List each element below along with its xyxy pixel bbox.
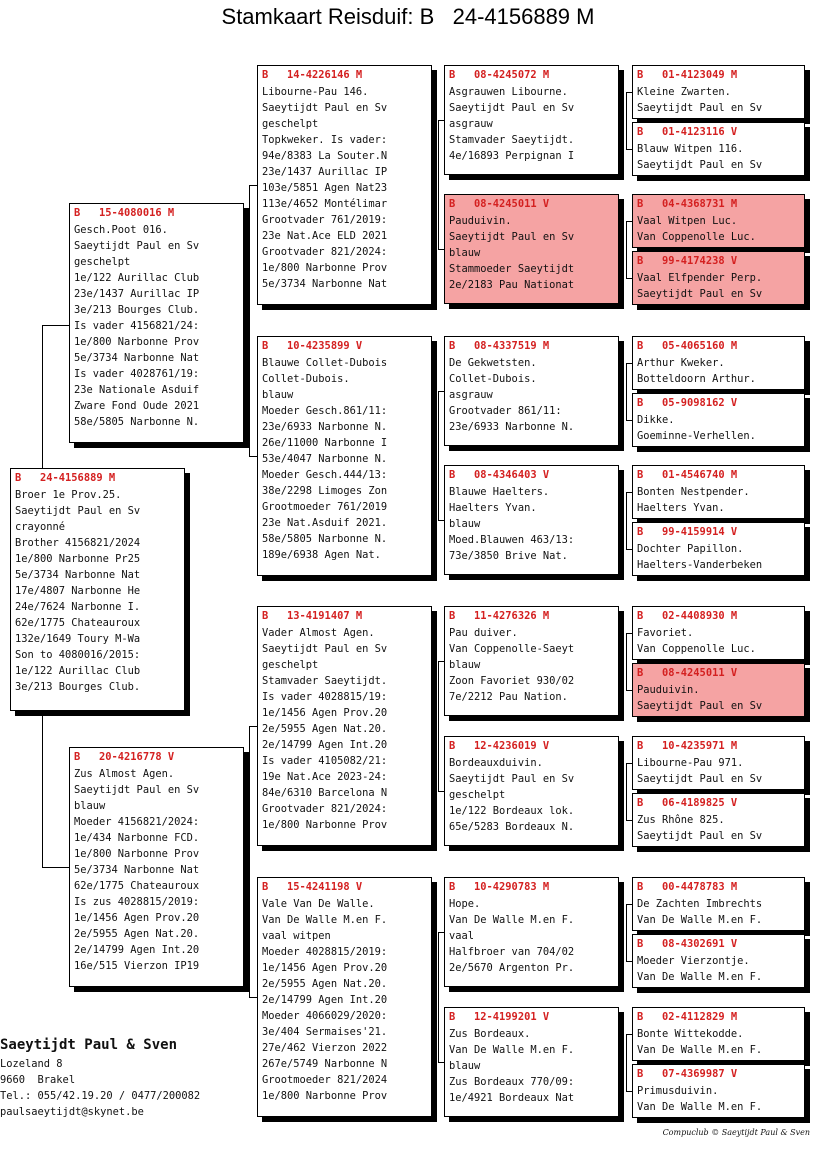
pigeon-card-g2 xyxy=(632,122,805,176)
pigeon-info-line: Stamvader Saeytijdt. xyxy=(449,134,575,146)
pigeon-info-line: Pau duiver. xyxy=(449,627,518,639)
pigeon-card-g10 xyxy=(632,663,805,717)
pigeon-info-line: Van Coppenolle Luc. xyxy=(637,643,756,655)
pigeon-info-line: Vaal Witpen Luc. xyxy=(637,215,738,227)
connector-line xyxy=(438,932,439,1062)
pigeon-info-line: Hope. xyxy=(449,898,481,910)
ring-number: B 99-4159914 V xyxy=(637,526,738,538)
pigeon-card-g12 xyxy=(632,793,805,847)
pigeon-info-line: Saeytijdt Paul en Sv xyxy=(74,240,200,252)
pigeon-info-line: Van Coppenolle Luc. xyxy=(637,231,756,243)
pigeon-info-line: 1e/800 Narbonne Prov xyxy=(262,262,388,274)
pigeon-info-line: Saeytijdt Paul en Sv xyxy=(637,102,763,114)
connector-line xyxy=(626,1034,627,1091)
pigeon-info-line: 2e/14799 Agen Int.20 xyxy=(262,994,388,1006)
ring-number: B 10-4290783 M xyxy=(449,881,550,893)
pigeon-info-line: 62e/1775 Chateauroux xyxy=(15,617,141,629)
pigeon-info-line: 23e Nat.Ace ELD 2021 xyxy=(262,230,388,242)
pigeon-info-line: blauw xyxy=(262,389,294,401)
ring-number: B 00-4478783 M xyxy=(637,881,738,893)
pigeon-card-ssd xyxy=(444,194,619,304)
pigeon-card-g11 xyxy=(632,736,805,790)
pigeon-info-line: 38e/2298 Limoges Zon xyxy=(262,485,388,497)
pigeon-info-line: Libourne-Pau 146. xyxy=(262,86,369,98)
pigeon-info-line: 3e/404 Sermaises'21. xyxy=(262,1026,388,1038)
pigeon-info-line: 58e/5805 Narbonne N. xyxy=(74,416,200,428)
pigeon-info-line: 1e/4921 Bordeaux Nat xyxy=(449,1092,575,1104)
pigeon-info-line: 1e/122 Aurillac Club xyxy=(15,665,141,677)
pigeon-info-line: 5e/3734 Narbonne Nat xyxy=(262,278,388,290)
pigeon-card-dsd xyxy=(444,736,619,846)
pigeon-info-line: 24e/7624 Narbonne I. xyxy=(15,601,141,613)
pigeon-info-line: Is vader 4156821/24: xyxy=(74,320,200,332)
pigeon-info-line: 17e/4807 Narbonne He xyxy=(15,585,141,597)
pigeon-info-line: Saeytijdt Paul en Sv xyxy=(449,773,575,785)
pigeon-info-line: Saeytijdt Paul en Sv xyxy=(74,784,200,796)
pigeon-info-line: Van De Walle M.en F. xyxy=(637,914,763,926)
breeder-name: Saeytijdt Paul & Sven xyxy=(0,1037,178,1053)
pigeon-info-line: 5e/3734 Narbonne Nat xyxy=(15,569,141,581)
pigeon-info-line: 23e/6933 Narbonne N. xyxy=(262,421,388,433)
connector-line xyxy=(249,185,257,186)
pigeon-info-line: Grootvader 861/11: xyxy=(449,405,562,417)
pigeon-info-line: 3e/213 Bourges Club. xyxy=(74,304,200,316)
pigeon-info-line: Saeytijdt Paul en Sv xyxy=(449,102,575,114)
pigeon-info-line: Is vader 4028761/19: xyxy=(74,368,200,380)
connector-line xyxy=(249,185,250,456)
pigeon-info-line: Vader Almost Agen. xyxy=(262,627,375,639)
ring-number: B 13-4191407 M xyxy=(262,610,363,622)
pigeon-info-line: 1e/1456 Agen Prov.20 xyxy=(262,962,388,974)
pigeon-info-line: Goeminne-Verhellen. xyxy=(637,430,756,442)
pigeon-info-line: Is vader 4105082/21: xyxy=(262,755,388,767)
pigeon-info-line: Gesch.Poot 016. xyxy=(74,224,168,236)
pigeon-info-line: De Gekwetsten. xyxy=(449,357,537,369)
pigeon-info-line: Libourne-Pau 971. xyxy=(637,757,744,769)
pigeon-info-line: Blauw Witpen 116. xyxy=(637,143,744,155)
pigeon-card-g3 xyxy=(632,194,805,248)
ring-number: B 99-4174238 V xyxy=(637,255,738,267)
pigeon-card-subject xyxy=(10,468,185,711)
pigeon-info-line: Moeder Vierzontje. xyxy=(637,955,750,967)
pigeon-card-sss xyxy=(444,65,619,175)
pigeon-card-maternal-granddam xyxy=(257,877,432,1117)
pigeon-info-line: Zus Bordeaux. xyxy=(449,1028,531,1040)
connector-line xyxy=(249,456,257,457)
pigeon-info-line: crayonné xyxy=(15,521,66,533)
pigeon-info-line: Saeytijdt Paul en Sv xyxy=(637,700,763,712)
connector-line xyxy=(626,763,627,820)
pigeon-card-g8 xyxy=(632,522,805,576)
pigeon-info-line: 1e/122 Aurillac Club xyxy=(74,272,200,284)
breeder-city: 9660 Brakel xyxy=(0,1074,76,1086)
ring-number: B 08-4245011 V xyxy=(449,198,550,210)
pigeon-info-line: asgrauw xyxy=(449,389,493,401)
pigeon-info-line: 2e/14799 Agen Int.20 xyxy=(262,739,388,751)
connector-line xyxy=(42,867,69,868)
pigeon-info-line: Saeytijdt Paul en Sv xyxy=(262,643,388,655)
pigeon-info-line: 94e/8383 La Souter.N xyxy=(262,150,388,162)
pigeon-info-line: Zus Rhône 825. xyxy=(637,814,725,826)
pigeon-info-line: Van De Walle M.en F. xyxy=(449,914,575,926)
pigeon-info-line: 2e/5955 Agen Nat.20. xyxy=(262,978,388,990)
pigeon-info-line: 2e/14799 Agen Int.20 xyxy=(74,944,200,956)
pigeon-info-line: 62e/1775 Chateauroux xyxy=(74,880,200,892)
pigeon-info-line: Moeder Gesch.444/13: xyxy=(262,469,388,481)
pigeon-card-dam xyxy=(69,747,244,987)
pigeon-info-line: Saeytijdt Paul en Sv xyxy=(449,231,575,243)
connector-line xyxy=(626,363,627,420)
pigeon-info-line: Zware Fond Oude 2021 xyxy=(74,400,200,412)
pigeon-info-line: blauw xyxy=(449,247,481,259)
pigeon-info-line: 73e/3850 Brive Nat. xyxy=(449,550,568,562)
connector-line xyxy=(249,726,250,997)
pigeon-info-line: Arthur Kweker. xyxy=(637,357,725,369)
pigeon-info-line: geschelpt xyxy=(262,659,319,671)
pigeon-info-line: 26e/11000 Narbonne I xyxy=(262,437,388,449)
pigeon-info-line: Pauduivin. xyxy=(449,215,512,227)
ring-number: B 08-4302691 V xyxy=(637,938,738,950)
pigeon-info-line: Moeder 4066029/2020: xyxy=(262,1010,388,1022)
ring-number: B 08-4245011 V xyxy=(637,667,738,679)
breeder-phone: Tel.: 055/42.19.20 / 0477/200082 xyxy=(0,1090,201,1102)
pigeon-info-line: Dikke. xyxy=(637,414,675,426)
pigeon-info-line: vaal xyxy=(449,930,475,942)
pigeon-info-line: Haelters Yvan. xyxy=(449,502,537,514)
pigeon-info-line: Saeytijdt Paul en Sv xyxy=(637,288,763,300)
pigeon-card-g7 xyxy=(632,465,805,519)
pigeon-info-line: 84e/6310 Barcelona N xyxy=(262,787,388,799)
ring-number: B 08-4245072 M xyxy=(449,69,550,81)
connector-line xyxy=(438,391,439,520)
pigeon-card-g4 xyxy=(632,251,805,305)
pigeon-info-line: asgrauw xyxy=(449,118,493,130)
ring-number: B 02-4408930 M xyxy=(637,610,738,622)
pigeon-info-line: Grootmoeder 821/2024 xyxy=(262,1074,388,1086)
connector-line xyxy=(42,716,43,868)
pigeon-info-line: Moed.Blauwen 463/13: xyxy=(449,534,575,546)
pigeon-info-line: 1e/800 Narbonne Pr25 xyxy=(15,553,141,565)
pigeon-info-line: Van De Walle M.en F. xyxy=(637,1101,763,1113)
pigeon-info-line: Zus Almost Agen. xyxy=(74,768,175,780)
pigeon-info-line: Topkweker. Is vader: xyxy=(262,134,388,146)
pigeon-info-line: 2e/5955 Agen Nat.20. xyxy=(74,928,200,940)
pigeon-info-line: Dochter Papillon. xyxy=(637,543,744,555)
pigeon-info-line: 2e/5670 Argenton Pr. xyxy=(449,962,575,974)
connector-line xyxy=(249,997,257,998)
connector-line xyxy=(244,867,249,868)
pigeon-info-line: Botteldoorn Arthur. xyxy=(637,373,756,385)
pigeon-info-line: Halfbroer van 704/02 xyxy=(449,946,575,958)
pigeon-card-paternal-grandsire xyxy=(257,65,432,305)
ring-number: B 06-4189825 V xyxy=(637,797,738,809)
ring-number: B 05-4065160 M xyxy=(637,340,738,352)
pigeon-info-line: Collet-Dubois. xyxy=(449,373,537,385)
pigeon-info-line: 53e/4047 Narbonne N. xyxy=(262,453,388,465)
pigeon-info-line: Asgrauwen Libourne. xyxy=(449,86,568,98)
pigeon-card-g6 xyxy=(632,393,805,447)
pigeon-info-line: Favoriet. xyxy=(637,627,694,639)
pigeon-card-sdd xyxy=(444,465,619,575)
pigeon-info-line: 2e/5955 Agen Nat.20. xyxy=(262,723,388,735)
pigeon-info-line: 27e/462 Vierzon 2022 xyxy=(262,1042,388,1054)
ring-number: B 08-4346403 V xyxy=(449,469,550,481)
pigeon-info-line: blauw xyxy=(74,800,106,812)
pigeon-info-line: De Zachten Imbrechts xyxy=(637,898,763,910)
connector-line xyxy=(626,492,627,549)
pigeon-card-g16 xyxy=(632,1064,805,1118)
ring-number: B 20-4216778 V xyxy=(74,751,175,763)
pigeon-info-line: Son to 4080016/2015: xyxy=(15,649,141,661)
pigeon-info-line: Van De Walle M.en F. xyxy=(262,914,388,926)
pigeon-info-line: Van Coppenolle-Saeyt xyxy=(449,643,575,655)
ring-number: B 10-4235971 M xyxy=(637,740,738,752)
pigeon-info-line: 23e Nat.Asduif 2021. xyxy=(262,517,388,529)
pigeon-info-line: Van De Walle M.en F. xyxy=(449,1044,575,1056)
pigeon-card-g1 xyxy=(632,65,805,119)
pigeon-info-line: 2e/2183 Pau Nationat xyxy=(449,279,575,291)
ring-number: B 12-4236019 V xyxy=(449,740,550,752)
pigeon-info-line: 1e/800 Narbonne Prov xyxy=(74,336,200,348)
pigeon-info-line: Saeytijdt Paul en Sv xyxy=(15,505,141,517)
pigeon-info-line: Bonten Nestpender. xyxy=(637,486,750,498)
ring-number: B 01-4546740 M xyxy=(637,469,738,481)
pigeon-info-line: 1e/1456 Agen Prov.20 xyxy=(262,707,388,719)
pigeon-info-line: 4e/16893 Perpignan I xyxy=(449,150,575,162)
pigeon-info-line: 1e/434 Narbonne FCD. xyxy=(74,832,200,844)
breeder-info xyxy=(0,1036,200,1120)
ring-number: B 12-4199201 V xyxy=(449,1011,550,1023)
pigeon-info-line: Grootmoeder 761/2019 xyxy=(262,501,388,513)
pigeon-info-line: Blauwe Collet-Dubois xyxy=(262,357,388,369)
pigeon-card-g13 xyxy=(632,877,805,931)
ring-number: B 11-4276326 M xyxy=(449,610,550,622)
footer-copyright: Compuclub © Saeytijdt Paul & Sven xyxy=(662,1128,810,1137)
page-title: Stamkaart Reisduif: B 24-4156889 M xyxy=(221,4,595,29)
connector-line xyxy=(626,92,627,149)
pigeon-card-g14 xyxy=(632,934,805,988)
pigeon-info-line: 1e/1456 Agen Prov.20 xyxy=(74,912,200,924)
connector-line xyxy=(249,726,257,727)
pigeon-info-line: 1e/122 Bordeaux lok. xyxy=(449,805,575,817)
pigeon-info-line: Bordeauxduivin. xyxy=(449,757,543,769)
pigeon-card-maternal-grandsire xyxy=(257,606,432,846)
pigeon-info-line: Vale Van De Walle. xyxy=(262,898,375,910)
pigeon-info-line: blauw xyxy=(449,1060,481,1072)
pigeon-info-line: Vaal Elfpender Perp. xyxy=(637,272,763,284)
pigeon-info-line: 113e/4652 Montélimar xyxy=(262,198,388,210)
pigeon-info-line: vaal witpen xyxy=(262,930,331,942)
pigeon-info-line: geschelpt xyxy=(74,256,131,268)
pigeon-info-line: Broer 1e Prov.25. xyxy=(15,489,122,501)
pigeon-card-ddd xyxy=(444,1007,619,1117)
pigeon-info-line: Stammoeder Saeytijdt xyxy=(449,263,575,275)
pigeon-info-line: blauw xyxy=(449,659,481,671)
pigeon-info-line: Pauduivin. xyxy=(637,684,700,696)
pigeon-info-line: Stamvader Saeytijdt. xyxy=(262,675,388,687)
pigeon-info-line: 65e/5283 Bordeaux N. xyxy=(449,821,575,833)
connector-line xyxy=(42,325,69,326)
ring-number: B 24-4156889 M xyxy=(15,472,116,484)
pigeon-info-line: Saeytijdt Paul en Sv xyxy=(637,773,763,785)
ring-number: B 01-4123049 M xyxy=(637,69,738,81)
pigeon-info-line: 103e/5851 Agen Nat23 xyxy=(262,182,388,194)
connector-line xyxy=(626,221,627,278)
pigeon-info-line: Grootvader 761/2019: xyxy=(262,214,388,226)
breeder-email: paulsaeytijdt@skynet.be xyxy=(0,1106,144,1118)
pigeon-info-line: Blauwe Haelters. xyxy=(449,486,550,498)
ring-number: B 15-4080016 M xyxy=(74,207,175,219)
pigeon-info-line: Saeytijdt Paul en Sv xyxy=(262,102,388,114)
pigeon-info-line: Grootvader 821/2024: xyxy=(262,246,388,258)
pigeon-info-line: 267e/5749 Narbonne N xyxy=(262,1058,388,1070)
pigeon-info-line: geschelpt xyxy=(449,789,506,801)
pigeon-info-line: 5e/3734 Narbonne Nat xyxy=(74,352,200,364)
ring-number: B 01-4123116 V xyxy=(637,126,738,138)
pigeon-info-line: blauw xyxy=(449,518,481,530)
pigeon-info-line: 132e/1649 Toury M-Wa xyxy=(15,633,141,645)
pigeon-info-line: Collet-Dubois. xyxy=(262,373,350,385)
pigeon-card-paternal-granddam xyxy=(257,336,432,576)
connector-line xyxy=(438,661,439,791)
pigeon-info-line: 1e/800 Narbonne Prov xyxy=(262,1090,388,1102)
pigeon-info-line: 1e/800 Narbonne Prov xyxy=(74,848,200,860)
pigeon-info-line: Haelters-Vanderbeken xyxy=(637,559,763,571)
pigeon-info-line: 23e/1437 Aurillac IP xyxy=(74,288,200,300)
ring-number: B 04-4368731 M xyxy=(637,198,738,210)
connector-line xyxy=(626,633,627,690)
pigeon-info-line: Primusduivin. xyxy=(637,1085,719,1097)
pigeon-info-line: Kleine Zwarten. xyxy=(637,86,731,98)
pigeon-info-line: 16e/515 Vierzon IP19 xyxy=(74,960,200,972)
ring-number: B 14-4226146 M xyxy=(262,69,363,81)
ring-number: B 05-9098162 V xyxy=(637,397,738,409)
ring-number: B 10-4235899 V xyxy=(262,340,363,352)
connector-line xyxy=(42,325,43,468)
breeder-street: Lozeland 8 xyxy=(0,1058,63,1070)
pigeon-info-line: Grootvader 821/2024: xyxy=(262,803,388,815)
pigeon-info-line: Saeytijdt Paul en Sv xyxy=(637,830,763,842)
pigeon-info-line: 3e/213 Bourges Club. xyxy=(15,681,141,693)
pigeon-info-line: Bonte Wittekodde. xyxy=(637,1028,744,1040)
ring-number: B 07-4369987 V xyxy=(637,1068,738,1080)
connector-line xyxy=(438,120,439,249)
pigeon-info-line: 5e/3734 Narbonne Nat xyxy=(74,864,200,876)
ring-number: B 15-4241198 V xyxy=(262,881,363,893)
pigeon-info-line: Saeytijdt Paul en Sv xyxy=(637,159,763,171)
pigeon-card-g9 xyxy=(632,606,805,660)
pigeon-info-line: Brother 4156821/2024 xyxy=(15,537,141,549)
pigeon-info-line: geschelpt xyxy=(262,118,319,130)
pigeon-info-line: Is zus 4028815/2019: xyxy=(74,896,200,908)
pigeon-card-dss xyxy=(444,606,619,716)
ring-number: B 02-4112829 M xyxy=(637,1011,738,1023)
pigeon-card-sds xyxy=(444,336,619,446)
pigeon-info-line: Moeder 4156821/2024: xyxy=(74,816,200,828)
pigeon-info-line: Van De Walle M.en F. xyxy=(637,971,763,983)
pigeon-info-line: Zus Bordeaux 770/09: xyxy=(449,1076,575,1088)
pigeon-info-line: Zoon Favoriet 930/02 xyxy=(449,675,575,687)
pigeon-info-line: 19e Nat.Ace 2023-24: xyxy=(262,771,388,783)
pigeon-card-sire xyxy=(69,203,244,443)
pigeon-info-line: Haelters Yvan. xyxy=(637,502,725,514)
pigeon-card-g15 xyxy=(632,1007,805,1061)
pigeon-info-line: 23e Nationale Asduif xyxy=(74,384,200,396)
ring-number: B 08-4337519 M xyxy=(449,340,550,352)
pigeon-info-line: Moeder Gesch.861/11: xyxy=(262,405,388,417)
pigeon-info-line: Moeder 4028815/2019: xyxy=(262,946,388,958)
pigeon-info-line: 23e/1437 Aurillac IP xyxy=(262,166,388,178)
pigeon-info-line: 189e/6938 Agen Nat. xyxy=(262,549,381,561)
pigeon-card-g5 xyxy=(632,336,805,390)
connector-line xyxy=(626,904,627,961)
pigeon-card-dds xyxy=(444,877,619,987)
pigeon-info-line: 23e/6933 Narbonne N. xyxy=(449,421,575,433)
connector-line xyxy=(244,323,249,324)
pigeon-info-line: Is vader 4028815/19: xyxy=(262,691,388,703)
pigeon-info-line: 58e/5805 Narbonne N. xyxy=(262,533,388,545)
pigeon-info-line: Van De Walle M.en F. xyxy=(637,1044,763,1056)
pigeon-info-line: 7e/2212 Pau Nation. xyxy=(449,691,568,703)
pigeon-info-line: 1e/800 Narbonne Prov xyxy=(262,819,388,831)
